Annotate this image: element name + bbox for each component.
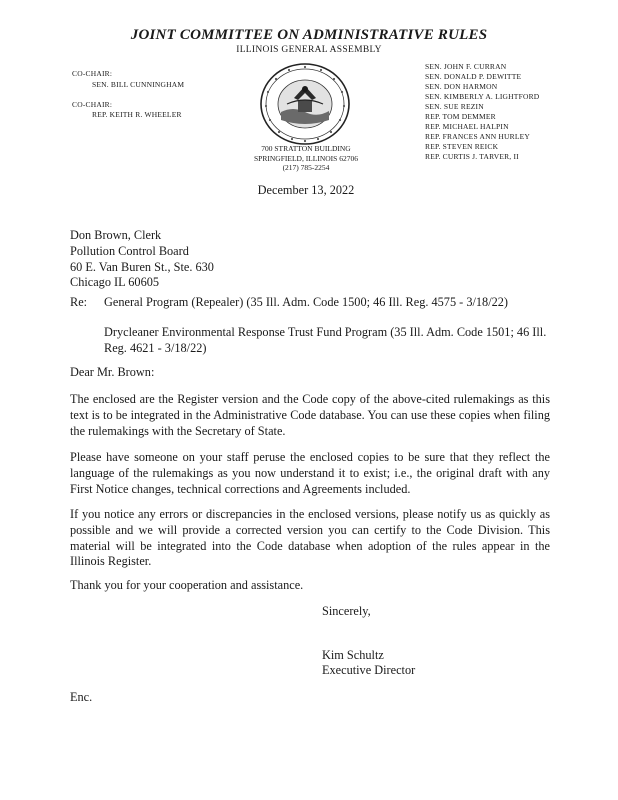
address-line: 700 STRATTON BUILDING: [261, 144, 351, 153]
salutation: Dear Mr. Brown:: [70, 365, 155, 379]
member-item: SEN. SUE REZIN: [425, 102, 484, 111]
paragraph-1: The enclosed are the Register version and the Code copy of the above-cited rulemakings as this text is to be integrated in the Administrative Code database. You can use these copies when filing the rulemakings with the Secretary of State.: [70, 392, 550, 438]
recipient-address-block: [70, 228, 214, 291]
re-item-1: General Program (Repealer) (35 Ill. Adm. Code 1500; 46 Ill. Reg. 4575 - 3/18/22): [104, 295, 509, 309]
paragraph-2: Please have someone on your staff peruse the enclosed copies to be sure that they reflect the language of the rulemakings as you now understand it to exist; i.e., the original draft with any First Notice changes, technical corrections and Agreements included.: [70, 450, 550, 496]
co-chair-label-2: CO-CHAIR:: [72, 100, 113, 109]
illinois-state-seal: [257, 62, 353, 146]
letter-date: December 13, 2022: [257, 183, 355, 197]
committee-address: [0, 144, 612, 173]
member-item: REP. STEVEN REICK: [425, 142, 499, 151]
recipient-line: 60 E. Van Buren St., Ste. 630: [70, 259, 214, 274]
recipient-line: Don Brown, Clerk: [70, 228, 162, 242]
phone-number: (217) 785-2254: [282, 163, 330, 172]
paragraph-4: Thank you for your cooperation and assistance.: [70, 578, 304, 592]
enclosure-note: Enc.: [70, 690, 93, 704]
re-label: Re:: [70, 295, 88, 309]
re-item-2: Drycleaner Environmental Response Trust Fund Program (35 Ill. Adm. Code 1501; 46 Ill. Reg. 4621 - 3/18/22): [104, 325, 547, 355]
signer-title: Executive Director: [322, 663, 416, 677]
recipient-line: Chicago IL 60605: [70, 275, 160, 290]
committee-title: JOINT COMMITTEE ON ADMINISTRATIVE RULES: [130, 27, 488, 43]
member-item: REP. MICHAEL HALPIN: [425, 122, 509, 131]
member-item: SEN. DONALD P. DEWITTE: [425, 72, 522, 81]
recipient-line: Pollution Control Board: [70, 243, 189, 258]
co-chair-name-1: SEN. BILL CUNNINGHAM: [92, 80, 185, 89]
member-item: SEN. KIMBERLY A. LIGHTFORD: [425, 92, 540, 101]
closing: Sincerely,: [322, 604, 371, 618]
paragraph-3: If you notice any errors or discrepancies in the enclosed versions, please notify us as quickly as possible and we will provide a corrected version you can certify to the Code Division. This material will be integrated into the Code database when adoption of the rules appear in the Illinois Register.: [70, 507, 550, 569]
member-item: SEN. JOHN F. CURRAN: [425, 62, 507, 71]
member-item: REP. CURTIS J. TARVER, II: [425, 152, 519, 161]
member-item: REP. TOM DEMMER: [425, 112, 496, 121]
signer-name: Kim Schultz: [322, 648, 384, 662]
co-chair-name-2: REP. KEITH R. WHEELER: [92, 110, 182, 119]
member-item: REP. FRANCES ANN HURLEY: [425, 132, 531, 141]
assembly-name: ILLINOIS GENERAL ASSEMBLY: [236, 45, 382, 55]
address-line: SPRINGFIELD, ILLINOIS 62706: [254, 153, 358, 163]
member-item: SEN. DON HARMON: [425, 82, 498, 91]
co-chair-label-1: CO-CHAIR:: [72, 69, 113, 78]
